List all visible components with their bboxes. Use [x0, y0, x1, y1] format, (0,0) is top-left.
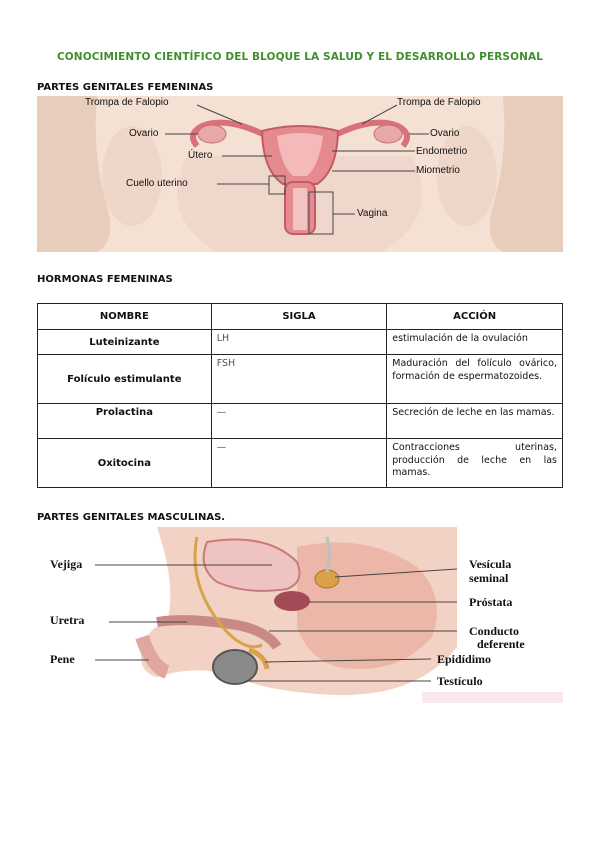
- hormone-accion: Maduración del folículo ovárico, formación de espermatozoides.: [387, 355, 563, 404]
- label-seminal-vesicle-2: seminal: [469, 571, 509, 585]
- male-section-heading: PARTES GENITALES MASCULINAS.: [37, 512, 226, 523]
- table-row: [38, 355, 563, 404]
- hormone-name: Oxitocina: [38, 439, 212, 488]
- hormone-accion: Contracciones uterinas, producción de leche en las mamas.: [387, 439, 563, 488]
- hormone-sigla: FSH: [211, 355, 387, 404]
- column-header: NOMBRE: [38, 304, 212, 330]
- table-row: [38, 330, 563, 355]
- hormone-sigla: LH: [211, 330, 387, 355]
- label-urethra: Uretra: [50, 613, 85, 627]
- label-bladder: Vejiga: [50, 557, 83, 571]
- label-fallopian-left: Trompa de Falopio: [85, 97, 169, 108]
- label-ovary-left: Ovario: [129, 128, 159, 139]
- column-header: ACCIÓN: [387, 304, 563, 330]
- document-title: CONOCIMIENTO CIENTÍFICO DEL BLOQUE LA SALUD Y EL DESARROLLO PERSONAL: [56, 51, 544, 63]
- label-seminal-vesicle-1: Vesícula: [469, 557, 512, 571]
- label-epididymis: Epidídimo: [437, 652, 492, 666]
- table-header-row: [38, 304, 563, 330]
- column-header: SIGLA: [211, 304, 387, 330]
- label-uterus: Útero: [188, 150, 213, 161]
- hormone-accion: Secreción de leche en las mamas.: [387, 404, 563, 439]
- hormone-name: Prolactina: [38, 404, 212, 439]
- hormone-name: Folículo estimulante: [38, 355, 212, 404]
- male-anatomy-figure: [37, 527, 563, 703]
- hormones-table: [37, 303, 563, 488]
- label-endometrium: Endometrio: [416, 146, 468, 157]
- label-cervix: Cuello uterino: [126, 178, 188, 189]
- label-ovary-right: Ovario: [430, 128, 460, 139]
- label-prostate: Próstata: [469, 595, 513, 609]
- label-myometrium: Miometrio: [416, 165, 460, 176]
- table-row: [38, 404, 563, 439]
- hormone-accion: estimulación de la ovulación: [387, 330, 563, 355]
- label-testicle: Testículo: [437, 674, 483, 688]
- hormone-name: Luteinizante: [38, 330, 212, 355]
- female-anatomy-figure: [37, 96, 563, 252]
- female-section-heading: PARTES GENITALES FEMENINAS: [37, 82, 214, 93]
- label-vas-deferens-1: Conducto: [469, 624, 520, 638]
- label-vagina: Vagina: [357, 208, 388, 219]
- hormone-sigla: —: [211, 404, 387, 439]
- hormones-section-heading: HORMONAS FEMENINAS: [37, 274, 173, 285]
- label-vas-deferens-2: deferente: [477, 637, 525, 651]
- hormone-sigla: —: [211, 439, 387, 488]
- label-penis: Pene: [50, 652, 75, 666]
- label-fallopian-right: Trompa de Falopio: [397, 97, 481, 108]
- table-row: [38, 439, 563, 488]
